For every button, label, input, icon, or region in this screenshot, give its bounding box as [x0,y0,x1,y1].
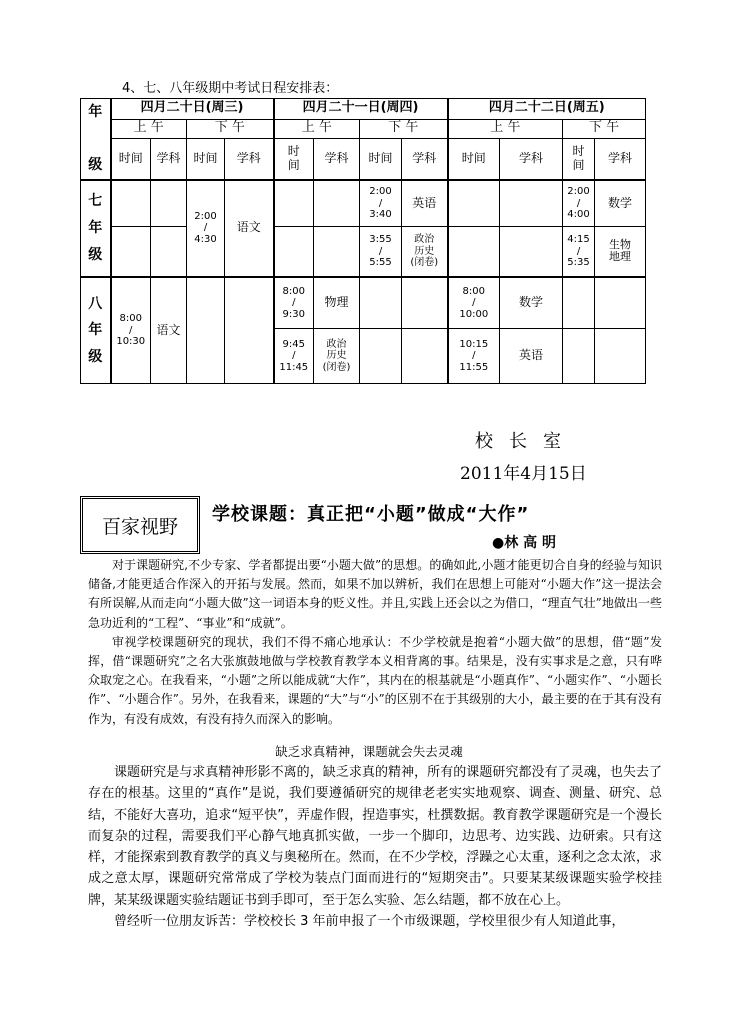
subject-col-header: 学科 [225,138,274,180]
grade-header-text: 年 级 [88,104,103,174]
article-intro [88,556,662,729]
exam-subject: 政治 历史 (闭卷) [322,338,351,373]
paragraph: 对于课题研究,不少专家、学者都提出要“小题大做”的思想。的确如此,小题才能更切合自身的经验与知识储备,才能更适合作深入的开拓与发展。然而，如果不加以辨析，我们在思想上可能对“小题大作”这一提法会有所误解,从而走向“小题大做”这一词语本身的贬义性。并且,实践上还会以之为借口，“理直气壮”地做出一些急功近利的“工程”、“事业”和“成就”。 [88,558,662,630]
paragraph: 曾经听一位朋友诉苦：学校校长 3 年前申报了一个市级课题，学校里很少有人知道此事， [114,914,625,930]
subject-col-header: 学科 [595,138,646,180]
exam-time: 8:00 / 10:00 [459,285,489,320]
am-header: 上 午 [274,119,360,138]
exam-time: 8:00 / 9:30 [282,285,305,320]
day-header-thu: 四月二十一日(周四) [274,99,448,120]
schedule-caption: 4、七、八年级期中考试日程安排表： [122,81,339,96]
pm-header: 下 午 [563,119,646,138]
exam-time: 3:55 / 5:55 [369,234,392,269]
subject-col-header: 学科 [314,138,360,180]
time-col-header: 时间 [448,138,500,180]
pm-header: 下 午 [187,119,274,138]
day-header-wed: 四月二十日(周三) [111,99,274,120]
exam-time: 9:45 / 11:45 [279,338,309,373]
section-subheading: 缺乏求真精神，课题就会失去灵魂 [275,744,463,759]
exam-schedule-table [80,98,646,384]
day-header-fri: 四月二十二日(周五) [448,99,646,120]
time-col-header: 时间 [360,138,402,180]
issue-date: 2011年4月15日 [460,464,587,484]
column-label-box: 百家视野 [80,496,200,554]
grade-7-label: 七 年 级 [88,193,103,263]
article-headline: 学校课题：真正把“小题”做成“大作” [212,504,530,525]
article-body [88,762,662,932]
exam-time: 2:00 / 4:00 [567,186,590,221]
exam-time: 2:00 / 3:40 [369,186,392,221]
article-author: ●林 高 明 [492,535,556,551]
exam-subject: 数学 [519,295,544,310]
exam-time: 4:15 / 5:35 [567,234,590,269]
am-header: 上 午 [111,119,187,138]
exam-subject: 英语 [519,348,544,363]
time-col-header: 时 间 [287,143,300,172]
time-col-header: 时 间 [572,143,585,172]
exam-subject: 物理 [324,295,349,310]
time-col-header: 时间 [111,138,151,180]
grade-header [81,99,111,180]
grade-8-label: 八 年 级 [88,295,103,365]
am-header: 上 午 [448,119,563,138]
pm-header: 下 午 [360,119,448,138]
exam-subject: 生物 地理 [609,237,632,264]
subject-col-header: 学科 [500,138,563,180]
exam-subject: 数学 [608,195,633,210]
exam-subject: 语文 [156,322,181,337]
exam-time: 2:00 / 4:30 [194,210,217,245]
subject-col-header: 学科 [151,138,187,180]
exam-time: 10:15 / 11:55 [459,338,489,373]
paragraph: 审视学校课题研究的现状，我们不得不痛心地承认：不少学校就是抱着“小题大做”的思想，借“题”发挥，借“课题研究”之名大张旗鼓地做与学校教育教学本义相背离的事。结果是，没有实事求是之意，只有哗众取宠之心。在我看来，“小题”之所以能成就“大作”，其内在的根基就是“小题真作”、“小题实作”、“小题长作”、“小题合作”。另外，在我看来，课题的“大”与“小”的区别不在于其级别的大小，最主要的在于其有没有作为，有没有成效，有没有持久而深入的影响。 [88,634,662,726]
exam-subject: 政治 历史 (闭卷) [410,234,439,269]
exam-time: 8:00 / 10:30 [116,313,146,348]
paragraph: 课题研究是与求真精神形影不离的，缺乏求真的精神，所有的课题研究都没有了灵魂，也失去了存在的根基。这里的“真作”是说，我们要遵循研究的规律老老实实地观察、调查、测量、研究、总结，不能好大喜功，追求“短平快”，弄虚作假，捏造事实，杜撰数据。教育教学课题研究是一个漫长而复杂的过程，需要我们平心静气地真抓实做，一步一个脚印，边思考、边实践、边研索。只有这样，才能探索到教育教学的真义与奥秘所在。然而，在不少学校，浮躁之心太重，逐利之念太浓，求成之意太厚，课题研究常常成了学校为装点门面而进行的“短期突击”。只要某某级课题实验学校挂牌，某某级课题实验结题证书到手即可，至于怎么实验、怎么结题，都不放在心上。 [88,765,662,908]
time-col-header: 时间 [187,138,225,180]
issuer-office: 校长室 [475,431,577,452]
exam-subject: 英语 [412,195,437,210]
subject-col-header: 学科 [402,138,448,180]
exam-subject: 语文 [236,220,261,235]
